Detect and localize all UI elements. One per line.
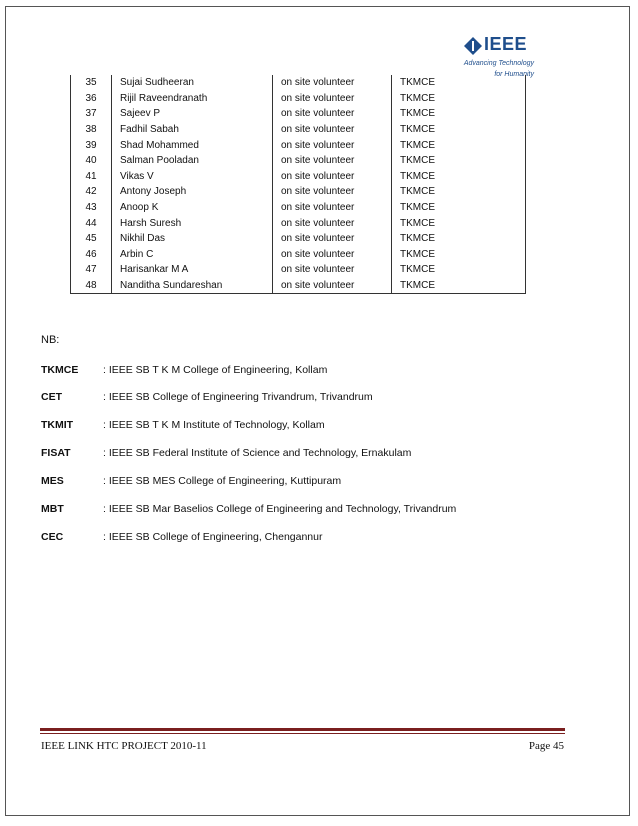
volunteer-name: Harsh Suresh	[112, 215, 273, 231]
table-row	[71, 231, 526, 247]
row-number: 41	[71, 169, 112, 185]
row-number: 46	[71, 247, 112, 263]
note-item	[41, 475, 341, 487]
volunteer-role: on site volunteer	[273, 231, 392, 247]
row-number: 48	[71, 278, 112, 294]
volunteer-college: TKMCE	[392, 231, 526, 247]
volunteer-college: TKMCE	[392, 169, 526, 185]
note-item	[41, 364, 327, 376]
volunteer-name: Shad Mohammed	[112, 137, 273, 153]
row-number: 45	[71, 231, 112, 247]
table-row	[71, 106, 526, 122]
volunteer-name: Fadhil Sabah	[112, 122, 273, 138]
note-description: : IEEE SB T K M College of Engineering, Kollam	[103, 364, 328, 376]
volunteer-college: TKMCE	[392, 75, 526, 91]
note-item	[41, 531, 322, 543]
row-number: 39	[71, 137, 112, 153]
ieee-tagline-line1: Advancing Technology	[463, 60, 534, 67]
note-description: : IEEE SB T K M Institute of Technology, Kollam	[103, 419, 325, 431]
volunteer-role: on site volunteer	[273, 200, 392, 216]
volunteer-name: Rijil Raveendranath	[112, 91, 273, 107]
note-description: : IEEE SB Federal Institute of Science and Technology, Ernakulam	[103, 447, 412, 459]
nb-label: NB:	[41, 334, 60, 346]
volunteer-college: TKMCE	[392, 200, 526, 216]
row-number: 37	[71, 106, 112, 122]
volunteer-name: Nikhil Das	[112, 231, 273, 247]
volunteer-role: on site volunteer	[273, 153, 392, 169]
note-description: : IEEE SB College of Engineering Trivandrum, Trivandrum	[103, 391, 373, 403]
volunteer-role: on site volunteer	[273, 184, 392, 200]
volunteer-name: Antony Joseph	[112, 184, 273, 200]
note-item	[41, 503, 456, 515]
volunteer-college: TKMCE	[392, 106, 526, 122]
page-number: Page 45	[528, 740, 564, 752]
note-abbreviation: CEC	[41, 531, 64, 543]
row-number: 43	[71, 200, 112, 216]
volunteer-name: Anoop K	[112, 200, 273, 216]
volunteer-college: TKMCE	[392, 153, 526, 169]
note-abbreviation: CET	[41, 391, 62, 403]
volunteer-name: Sajeev P	[112, 106, 273, 122]
row-number: 38	[71, 122, 112, 138]
row-number: 42	[71, 184, 112, 200]
table-row	[71, 262, 526, 278]
note-abbreviation: MBT	[41, 503, 64, 515]
volunteer-role: on site volunteer	[273, 91, 392, 107]
note-description: : IEEE SB Mar Baselios College of Engineering and Technology, Trivandrum	[103, 503, 457, 515]
note-abbreviation: TKMCE	[41, 364, 79, 376]
ieee-diamond-icon	[463, 36, 483, 56]
note-description: : IEEE SB MES College of Engineering, Kuttipuram	[103, 475, 342, 487]
note-description: : IEEE SB College of Engineering, Chengannur	[103, 531, 323, 543]
row-number: 35	[71, 75, 112, 91]
table-row	[71, 247, 526, 263]
volunteer-name: Nanditha Sundareshan	[112, 278, 273, 294]
ieee-tagline-line2: for Humanity	[494, 71, 534, 78]
volunteer-name: Arbin C	[112, 247, 273, 263]
table-row	[71, 122, 526, 138]
footer-rule-thick	[40, 728, 565, 731]
table-row	[71, 200, 526, 216]
volunteer-college: TKMCE	[392, 122, 526, 138]
volunteer-role: on site volunteer	[273, 122, 392, 138]
note-item	[41, 419, 325, 431]
volunteer-role: on site volunteer	[273, 247, 392, 263]
volunteer-name: Vikas V	[112, 169, 273, 185]
volunteer-name: Sujai Sudheeran	[112, 75, 273, 91]
table-row	[71, 137, 526, 153]
volunteer-college: TKMCE	[392, 215, 526, 231]
volunteer-role: on site volunteer	[273, 215, 392, 231]
volunteer-role: on site volunteer	[273, 137, 392, 153]
volunteer-role: on site volunteer	[273, 106, 392, 122]
table-row	[71, 184, 526, 200]
row-number: 47	[71, 262, 112, 278]
note-abbreviation: MES	[41, 475, 64, 487]
volunteer-college: TKMCE	[392, 247, 526, 263]
volunteer-role: on site volunteer	[273, 75, 392, 91]
ieee-wordmark: IEEE	[484, 34, 528, 54]
volunteer-table	[70, 75, 526, 294]
volunteer-college: TKMCE	[392, 91, 526, 107]
table-row	[71, 278, 526, 294]
volunteer-role: on site volunteer	[273, 262, 392, 278]
footer-project-title: IEEE LINK HTC PROJECT 2010-11	[41, 740, 207, 752]
table-row	[71, 91, 526, 107]
note-item	[41, 391, 373, 403]
table-row	[71, 153, 526, 169]
volunteer-college: TKMCE	[392, 278, 526, 294]
note-item	[41, 447, 411, 459]
note-abbreviation: FISAT	[41, 447, 71, 459]
row-number: 36	[71, 91, 112, 107]
footer-rule-thin	[40, 733, 565, 734]
volunteer-role: on site volunteer	[273, 278, 392, 294]
row-number: 44	[71, 215, 112, 231]
table-row	[71, 75, 526, 91]
table-row	[71, 215, 526, 231]
volunteer-college: TKMCE	[392, 184, 526, 200]
volunteer-role: on site volunteer	[273, 169, 392, 185]
table-row	[71, 169, 526, 185]
volunteer-name: Harisankar M A	[112, 262, 273, 278]
volunteer-name: Salman Pooladan	[112, 153, 273, 169]
row-number: 40	[71, 153, 112, 169]
note-abbreviation: TKMIT	[41, 419, 74, 431]
volunteer-college: TKMCE	[392, 262, 526, 278]
volunteer-college: TKMCE	[392, 137, 526, 153]
